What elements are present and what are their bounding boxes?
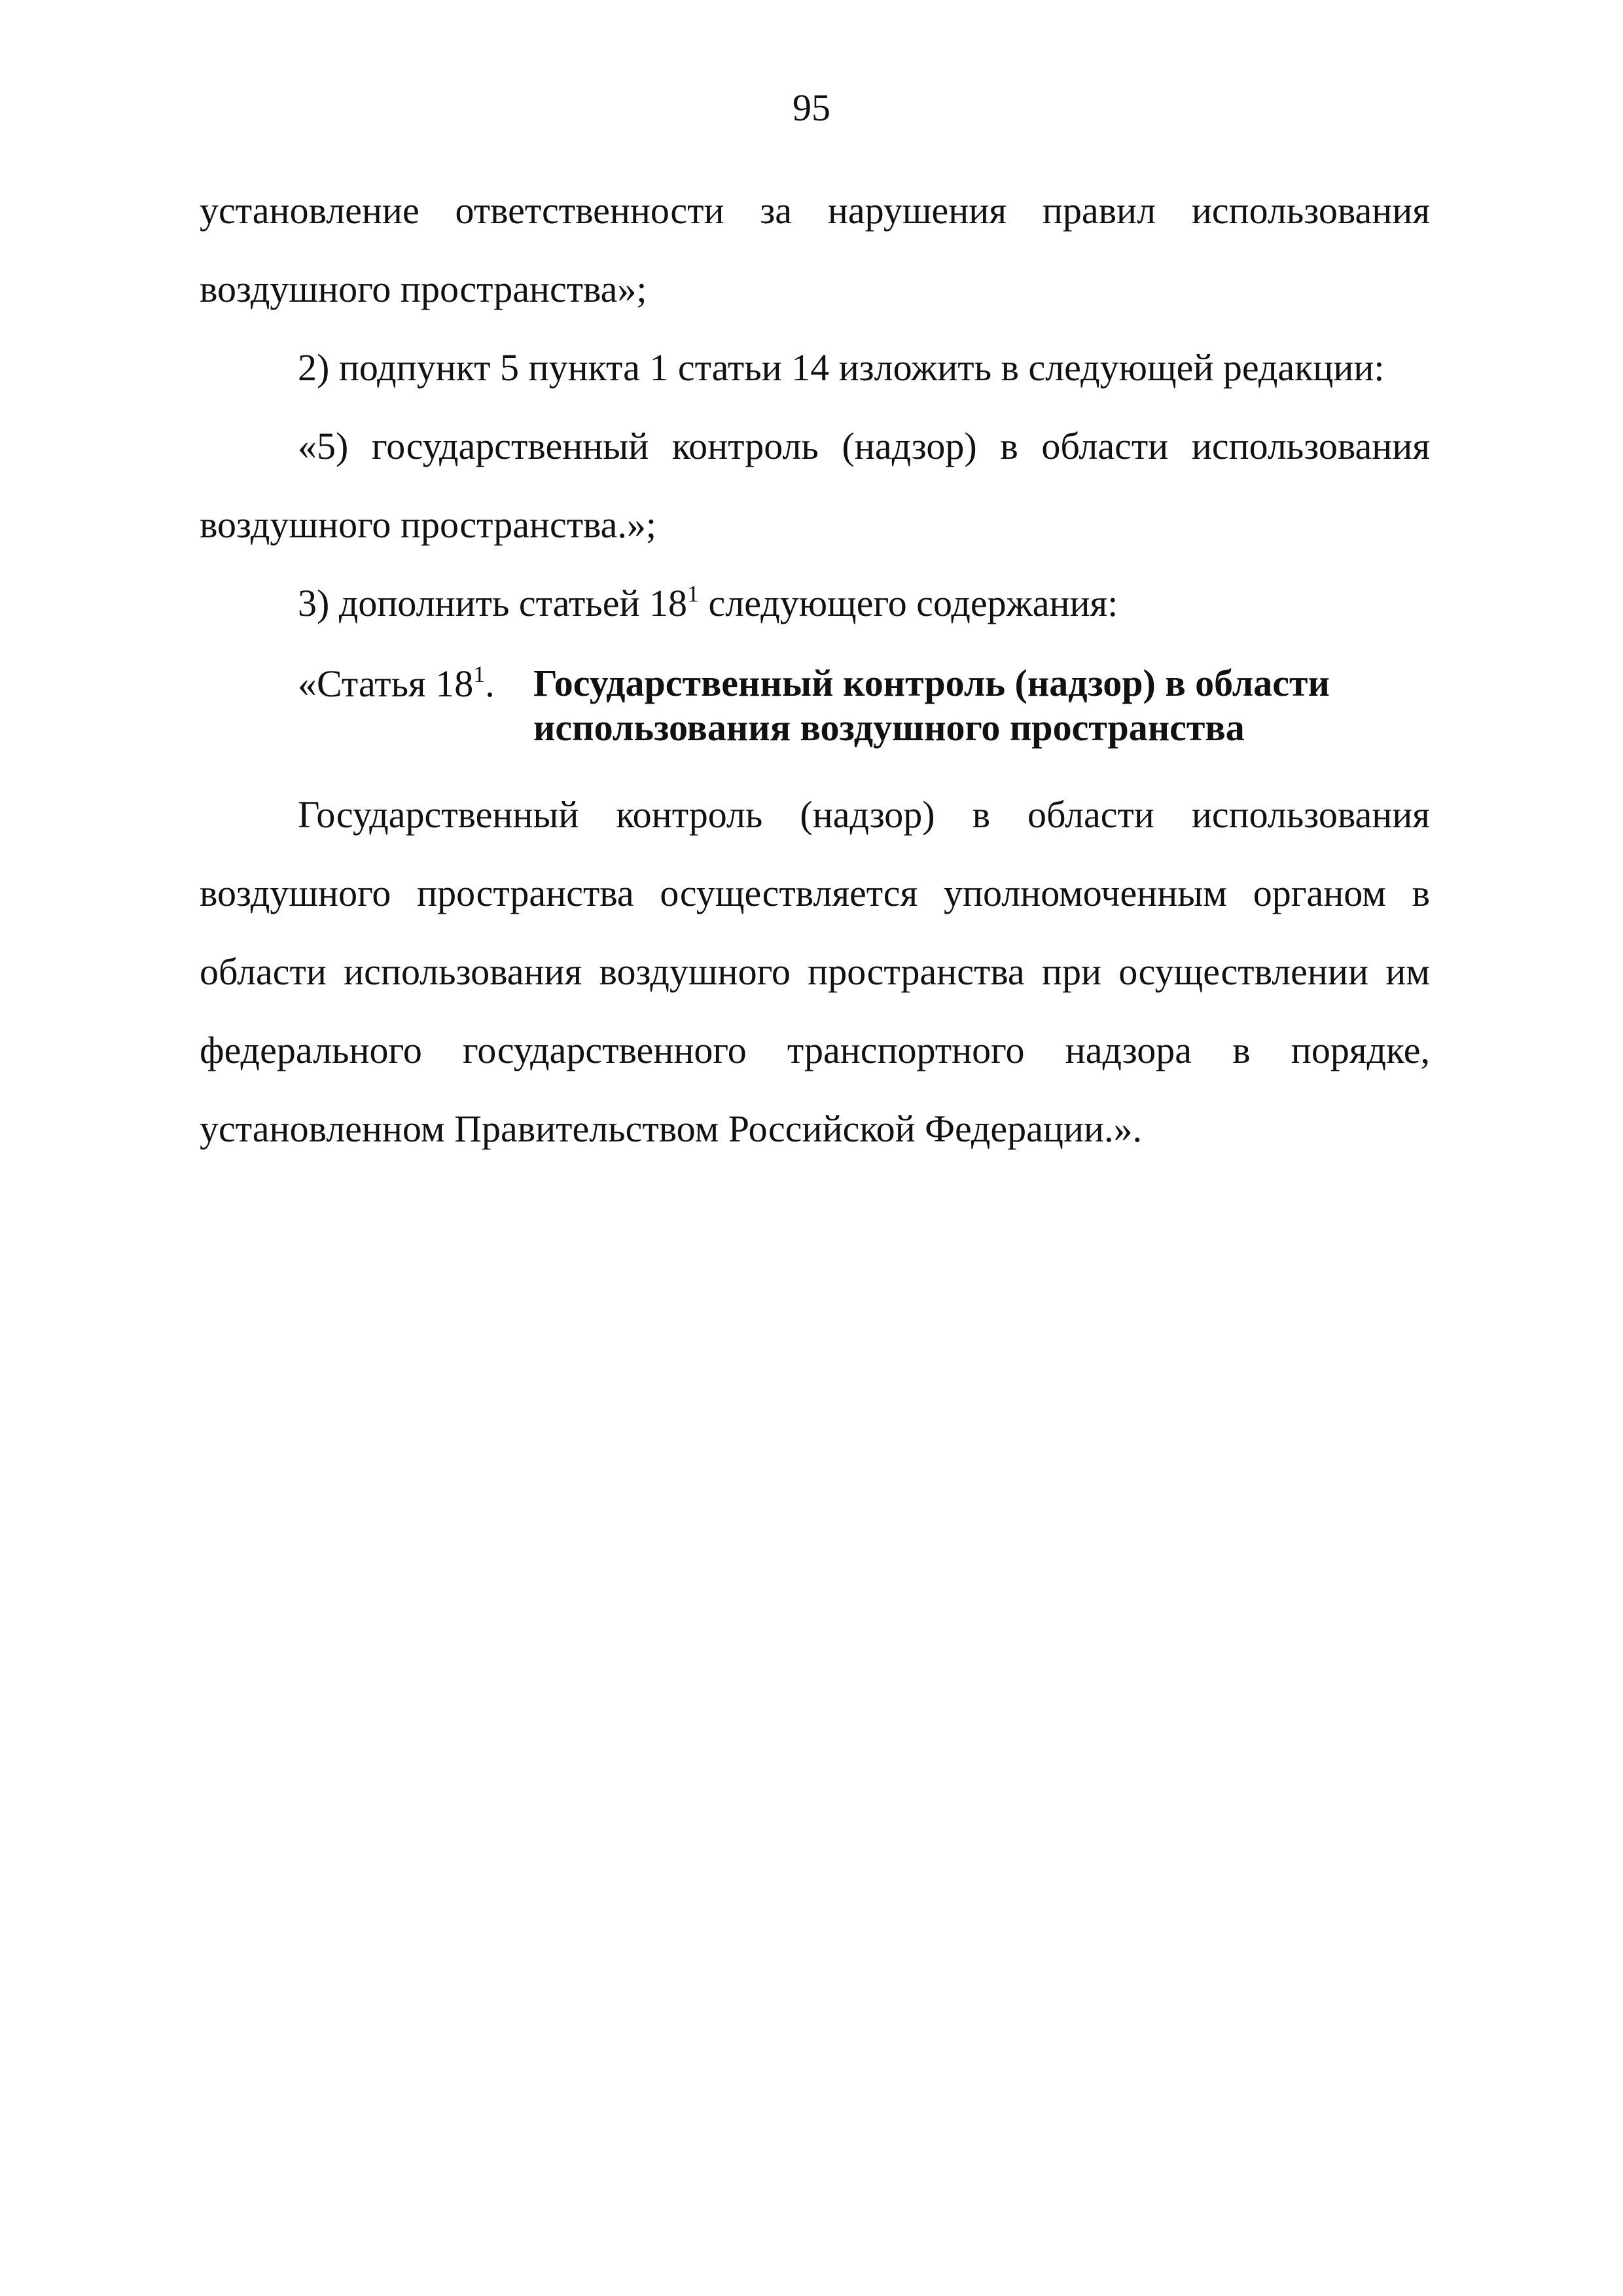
article-title-line-1: Государственный контроль (надзор) в области xyxy=(533,662,1330,704)
paragraph-1-line-2: воздушного пространства»; xyxy=(200,268,647,310)
paragraph-5-line-1: Государственный контроль (надзор) в области использования xyxy=(298,793,1430,836)
paragraph-5-line-5-block xyxy=(200,1106,1430,1152)
paragraph-4 xyxy=(200,581,1430,626)
paragraph-4-superscript: 1 xyxy=(687,581,700,607)
paragraph-3 xyxy=(200,423,1430,469)
paragraph-5-line-4: федерального государственного транспортного надзора в порядке, xyxy=(200,1029,1430,1071)
paragraph-4-line-1 xyxy=(200,581,1430,626)
article-title xyxy=(533,661,1450,750)
paragraph-5-line-2: воздушного пространства осуществляется уполномоченным органом в xyxy=(200,872,1430,914)
paragraph-3-line-1: «5) государственный контроль (надзор) в области использования xyxy=(298,425,1430,467)
paragraph-5-line-4-block xyxy=(200,1028,1430,1073)
paragraph-5-line-5: установленном Правительством Российской Федерации.». xyxy=(200,1107,1143,1150)
paragraph-2 xyxy=(200,345,1430,391)
paragraph-5-line-2-block xyxy=(200,870,1430,916)
paragraph-1-line-1: установление ответственности за нарушения правил использования xyxy=(200,189,1430,232)
paragraph-4-text-after: следующего содержания: xyxy=(699,582,1118,624)
article-label-dot: . xyxy=(485,662,495,705)
paragraph-5-line-3: области использования воздушного пространства при осуществлении им xyxy=(200,950,1430,993)
paragraph-2-line-1: 2) подпункт 5 пункта 1 статьи 14 изложить в следующей редакции: xyxy=(298,346,1385,389)
page-number: 95 xyxy=(793,86,830,129)
paragraph-1-cont xyxy=(200,266,1430,312)
article-label xyxy=(298,661,495,707)
paragraph-5-line-3-block xyxy=(200,949,1430,995)
article-title-line-2: использования воздушного пространства xyxy=(533,706,1245,749)
paragraph-3-cont xyxy=(200,502,1430,548)
paragraph-4-text-before: 3) дополнить статьей 18 xyxy=(298,582,688,624)
paragraph-1 xyxy=(200,188,1430,234)
article-label-text: «Статья 18 xyxy=(298,662,474,705)
paragraph-3-line-2: воздушного пространства.»; xyxy=(200,503,657,546)
paragraph-5 xyxy=(200,792,1430,838)
article-label-superscript: 1 xyxy=(473,661,486,687)
